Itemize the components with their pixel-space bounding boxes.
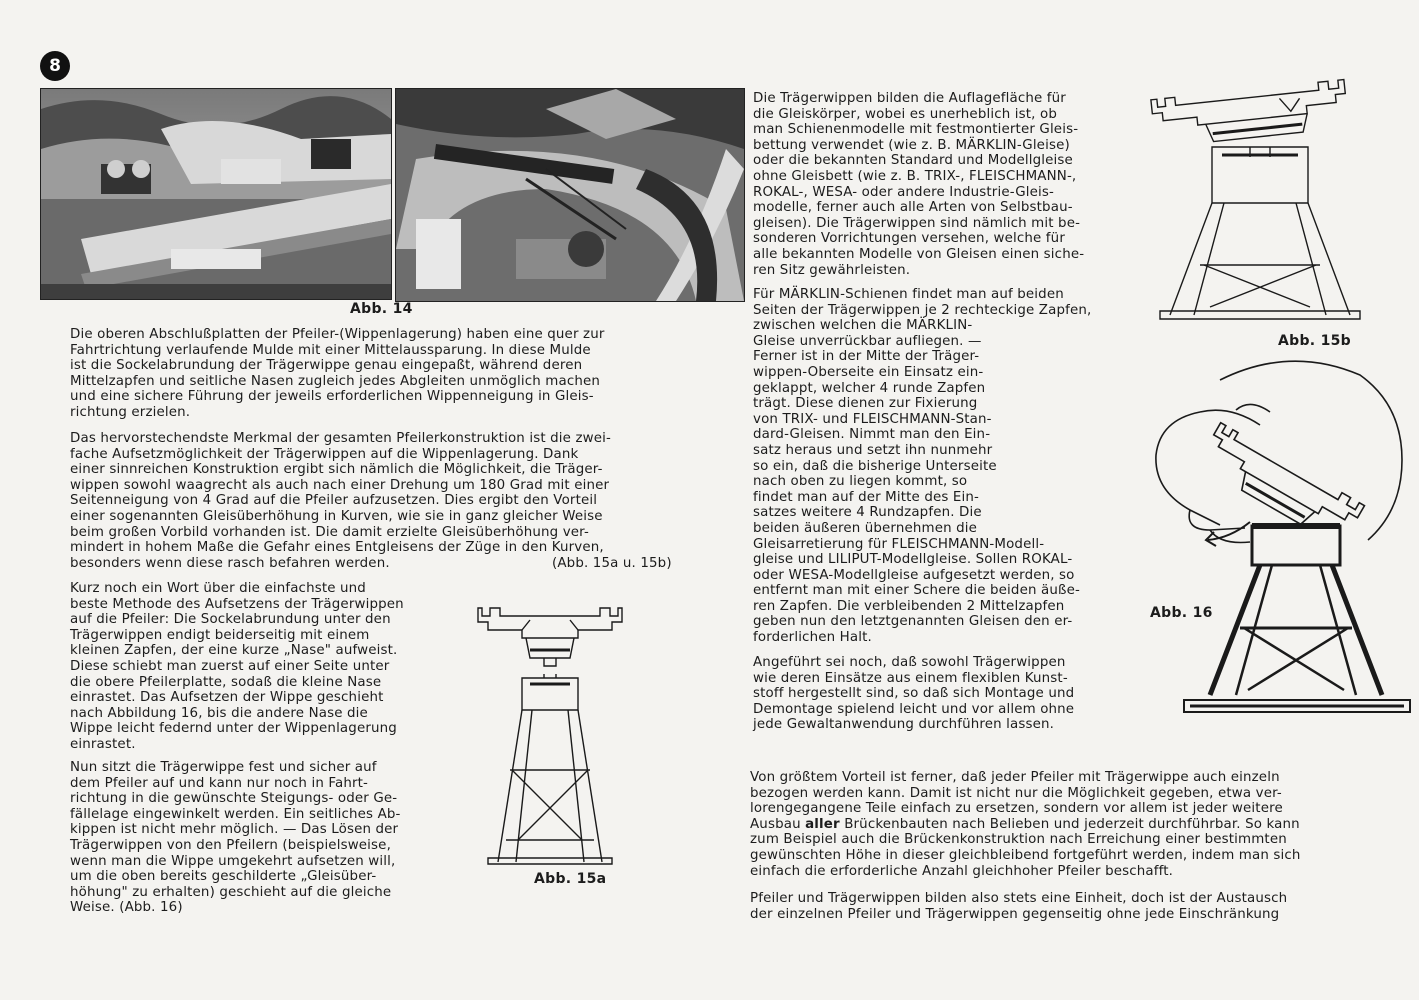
left-paragraph-4: Nun sitzt die Trägerwippe fest und sicher auf dem Pfeiler auf und kann nur noch in Fahrt- richtung in die gewünschte Steigungs- oder Ge- fällelage eingewinkelt werden. Ein seitliches Ab- kippen ist nicht mehr möglich. — Das Lösen der Trägerwippen von den Pfeilern (beispielsweise, wenn man die Wippe umgekehrt aufsetzen will, um die oben bereits geschilderte „Gleisüber- höhung" zu erhalten) geschieht auf die gleiche Weise. (Abb. 16) — [70, 760, 401, 916]
caption-abb-15a: Abb. 15a — [534, 871, 607, 887]
right-paragraph-4 — [750, 770, 1301, 879]
right-paragraph-4-start: Von größtem Vorteil ist ferner, daß jeder Pfeiler mit Trägerwippe auch einzeln bezogen werden kann. Damit ist nicht nur die Möglichkeit gegeben, etwa ver- lorengegangene Teile einfach zu ersetzen, sondern vor allem ist jeder weitere Ausbau — [750, 770, 1283, 832]
diagram-abb-16 — [1140, 350, 1415, 730]
right-paragraph-3: Angeführt sei noch, daß sowohl Trägerwippen wie deren Einsätze aus einem flexiblen Kunst- stoff hergestellt sind, so daß sich Montage und Demontage spielend leicht und vor allem ohne jede Gewaltanwendung durchführen lassen. — [753, 655, 1075, 733]
right-paragraph-5: Pfeiler und Trägerwippen bilden also stets eine Einheit, doch ist der Austausch der einzelnen Pfeiler und Trägerwippen gegenseitig ohne jede Einschränkung — [750, 891, 1288, 922]
photo-model-layout — [395, 88, 745, 302]
diagram-abb-15b — [1140, 75, 1370, 330]
caption-abb-14: Abb. 14 — [350, 301, 413, 317]
page-number: 8 — [40, 51, 70, 81]
left-paragraph-2-reference: (Abb. 15a u. 15b) — [552, 556, 672, 571]
caption-abb-16: Abb. 16 — [1150, 605, 1213, 621]
right-paragraph-2: Für MÄRKLIN-Schienen findet man auf beiden Seiten der Trägerwippen je 2 rechteckige Zapfen, zwischen welchen die MÄRKLIN- Gleise unverrückbar aufliegen. — Ferner ist in der Mitte der Träger- wippen-Oberseite ein Einsatz ein- geklappt, welcher 4 runde Zapfen trägt. Diese dienen zur Fixierung von TRIX- und FLEISCHMANN-Stan- dard-Gleisen. Nimmt man den Ein- satz heraus und setzt ihn nunmehr so ein, daß die bisherige Unterseite nach oben zu liegen kommt, so findet man auf der Mitte des Ein- satzes weitere 4 Rundzapfen. Die beiden äußeren übernehmen die Gleisarretierung für FLEISCHMANN-Modell- gleise und LILIPUT-Modellgleise. Sollen ROKAL- oder WESA-Modellgleise aufgesetzt werden, so entfernt man mit einer Schere die beiden äuße- ren Zapfen. Die verbleibenden 2 Mittelzapfen geben nun den letztgenannten Gleisen den er- forderlichen Halt. — [753, 287, 1092, 646]
photo-bridge-train — [40, 88, 392, 300]
left-paragraph-1: Die oberen Abschlußplatten der Pfeiler-(Wippenlagerung) haben eine quer zur Fahrtrichtung verlaufende Mulde mit einer Mittelaussparung. In diese Mulde ist die Sockelabrundung der Trägerwippe genau eingepaßt, während deren Mittelzapfen und seitliche Nasen zugleich jedes Abgleiten unmöglich machen und eine sichere Führung der jeweils erforderlichen Wippenneigung in Gleis- richtung erzielen. — [70, 327, 605, 420]
right-paragraph-4-bold: aller — [805, 816, 840, 832]
left-paragraph-3: Kurz noch ein Wort über die einfachste und beste Methode des Aufsetzens der Trägerwippen auf die Pfeiler: Die Sockelabrundung unter den Trägerwippen endigt beiderseitig mit einem kleinen Zapfen, der eine kurze „Nase" aufweist. Diese schiebt man zuerst auf einer Seite unter die obere Pfeilerplatte, sodaß die kleine Nase einrastet. Das Aufsetzen der Wippe geschieht nach Abbildung 16, bis die andere Nase die Wippe leicht federnd unter der Wippenlagerung einrastet. — [70, 581, 404, 752]
left-paragraph-2: Das hervorstechendste Merkmal der gesamten Pfeilerkonstruktion ist die zwei- fache Aufsetzmöglichkeit der Trägerwippen auf die Wippenlagerung. Dank einer sinnreichen Konstruktion ergibt sich nämlich die Möglichkeit, die Träger- wippen sowohl waagrecht als auch nach einer Drehung um 180 Grad mit einer Seitenneigung von 4 Grad auf die Pfeiler aufzusetzen. Dies ergibt den Vorteil einer sogenannten Gleisüberhöhung in Kurven, wie sie in ganz gleicher Weise beim großen Vorbild vorhanden ist. Die damit erzielte Gleisüberhöhung ver- mindert in hohem Maße die Gefahr eines Entgleisens der Züge in den Kurven, besonders wenn diese rasch befahren werden. — [70, 431, 611, 571]
diagram-abb-15a — [470, 600, 630, 870]
caption-abb-15b: Abb. 15b — [1278, 333, 1351, 349]
right-paragraph-1: Die Trägerwippen bilden die Auflagefläche für die Gleiskörper, wobei es unerheblich ist, ob man Schienenmodelle mit festmontierter Gleis- bettung verwendet (wie z. B. MÄRKLIN-Gleise) oder die bekannten Standard und Modellgleise ohne Gleisbett (wie z. B. TRIX-, FLEISCHMANN-, ROKAL-, WESA- oder andere Industrie-Gleis- modelle, ferner auch alle Arten von Selbstbau- gleisen). Die Trägerwippen sind nämlich mit be- sonderen Vorrichtungen versehen, welche für alle bekannten Modelle von Gleisen einen siche- ren Sitz gewährleisten. — [753, 91, 1085, 278]
right-paragraph-4-end: Brückenbauten nach Belieben und jederzeit durchführbar. So kann zum Beispiel auch die Brückenkonstruktion nach Erreichung einer bestimmten gewünschten Höhe in dieser gleichbleibend fortgeführt werden, indem man sich einfach die erforderliche Anzahl gleichhoher Pfeiler beschafft. — [750, 816, 1301, 879]
